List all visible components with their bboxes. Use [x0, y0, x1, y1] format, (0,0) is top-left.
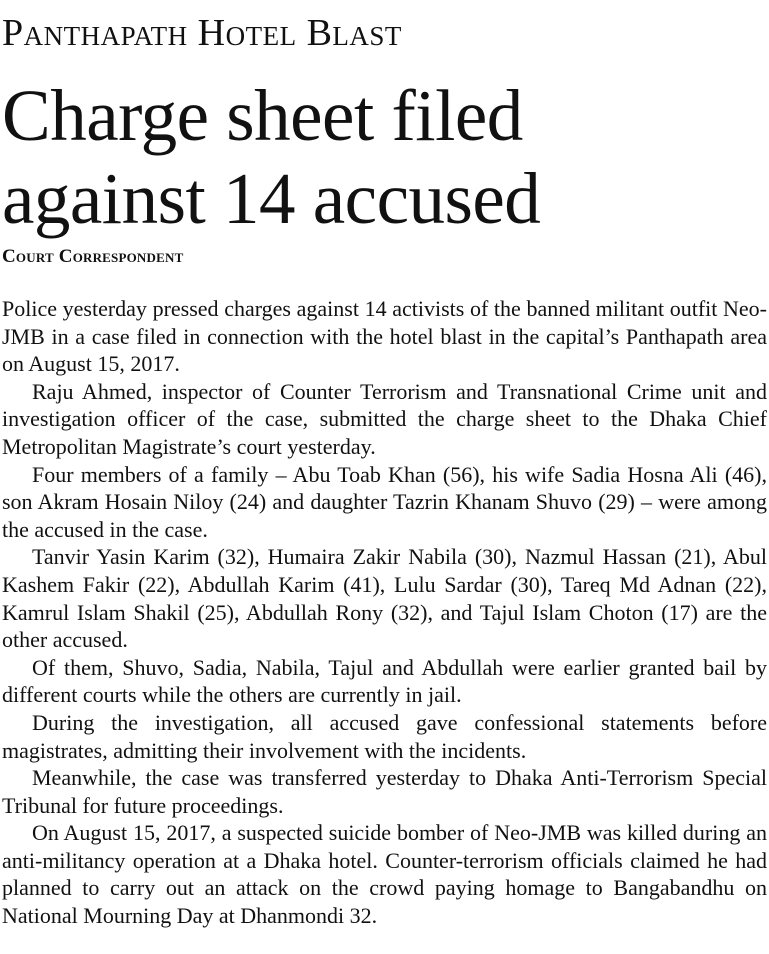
section-kicker: Panthapath Hotel Blast [2, 12, 402, 54]
paragraph: Raju Ahmed, inspector of Counter Terrorism and Transnational Crime unit and investigation officer of the case, submitted the charge sheet to the Dhaka Chief Metropolitan Magistrate’s court yesterday. [2, 378, 767, 459]
paragraph: Of them, Shuvo, Sadia, Nabila, Tajul and Abdullah were earlier granted bail by different courts while the others are currently in jail. [2, 654, 767, 708]
paragraph: Tanvir Yasin Karim (32), Humaira Zakir Nabila (30), Nazmul Hassan (21), Abul Kashem Fakir (22), Abdullah Karim (41), Lulu Sardar (30), Tareq Md Adnan (22), Kamrul Islam Shakil (25), Abdullah Rony (32), and Tajul Islam Choton (17) are the other accused. [2, 544, 767, 653]
byline: Court Correspondent [2, 246, 184, 267]
paragraph: Four members of a family – Abu Toab Khan (56), his wife Sadia Hosna Ali (46), son Akram Hosain Niloy (24) and daughter Tazrin Khanam Shuvo (29) – were among the accused in the case. [2, 461, 767, 542]
headline-line-1: Charge sheet filed [2, 75, 523, 156]
headline-line-2: against 14 accused [2, 158, 541, 239]
paragraph: During the investigation, all accused gave confessional statements before magistrates, admitting their involvement with the incidents. [2, 709, 767, 763]
paragraph: On August 15, 2017, a suspected suicide bomber of Neo-JMB was killed during an anti-militancy operation at a Dhaka hotel. Counter-terrorism officials claimed he had planned to carry out an attack on the crowd paying homage to Bangabandhu on National Mourning Day at Dhanmondi 32. [2, 820, 767, 929]
paragraph: Meanwhile, the case was transferred yesterday to Dhaka Anti-Terrorism Special Tribunal for future proceedings. [2, 765, 767, 818]
headline [2, 74, 767, 240]
article-body [2, 295, 767, 930]
paragraph: Police yesterday pressed charges against 14 activists of the banned militant outfit Neo-JMB in a case filed in connection with the hotel blast in the capital’s Panthapath area on August 15, 2017. [2, 296, 767, 377]
